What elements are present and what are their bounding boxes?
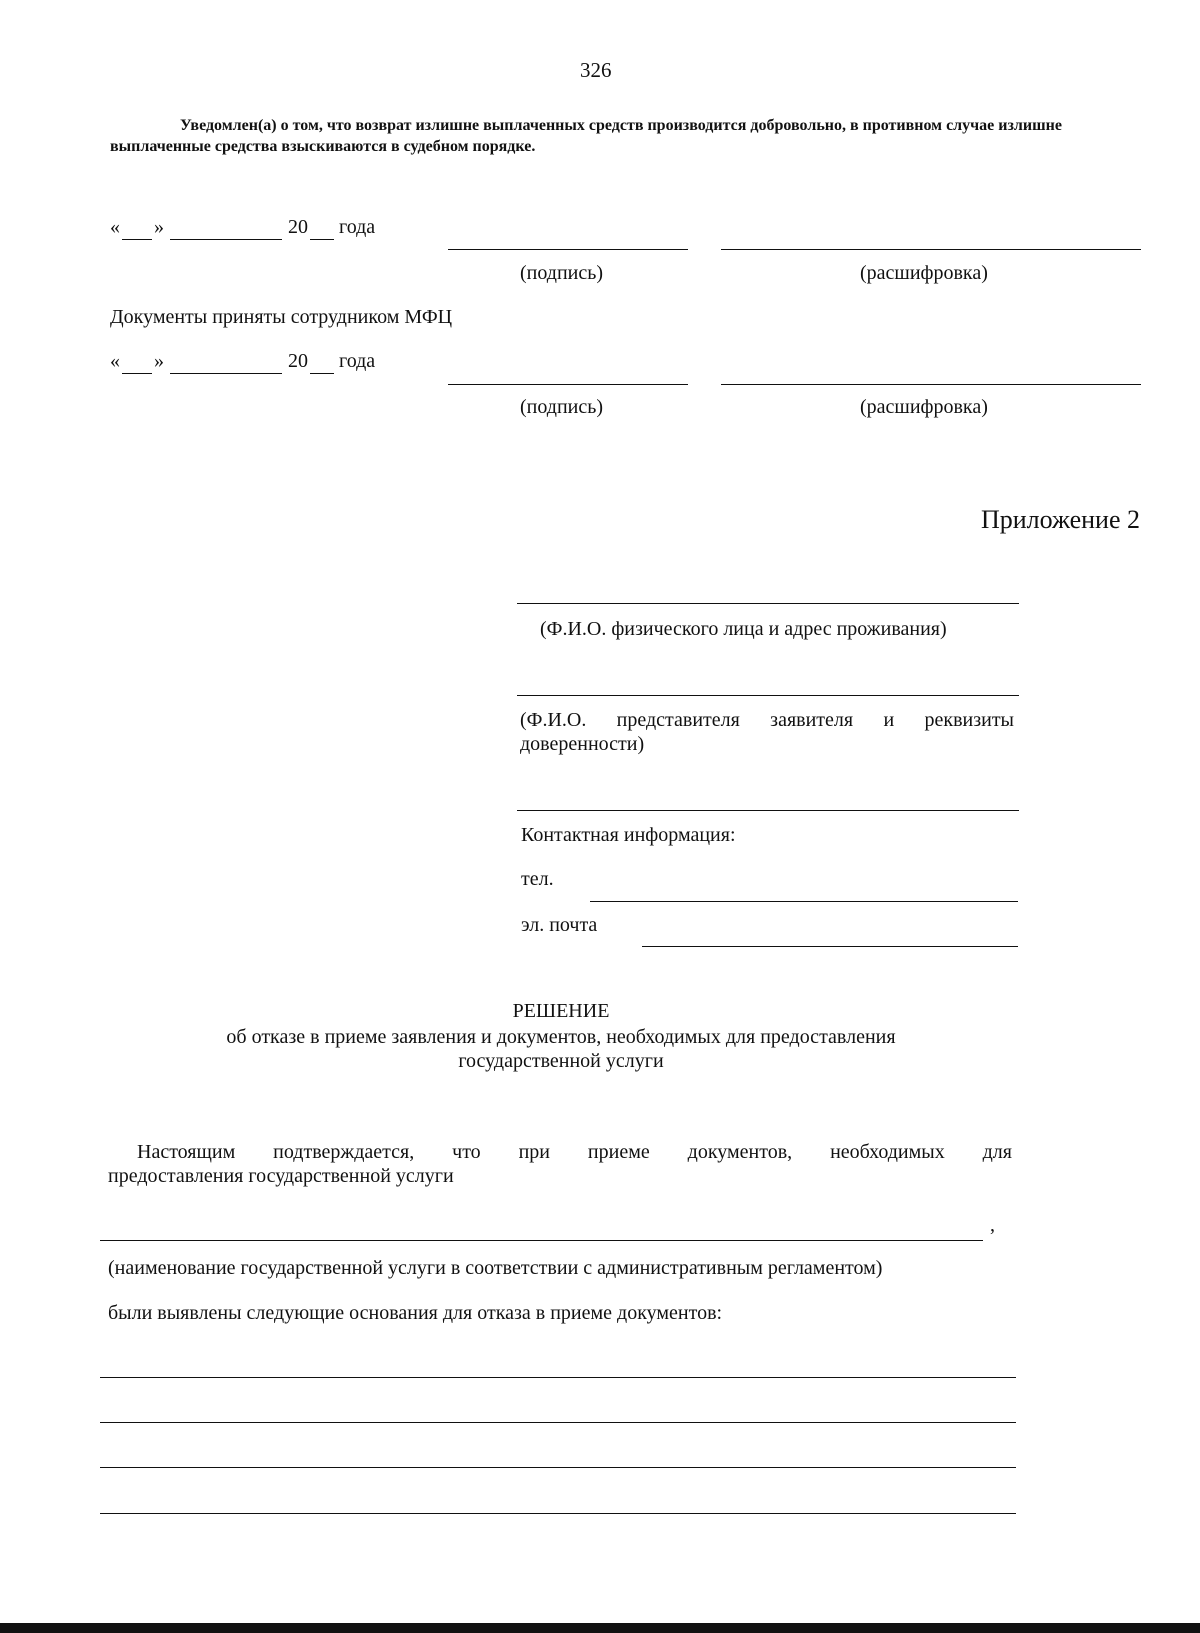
service-comma: , xyxy=(990,1214,995,1236)
date-day-field[interactable] xyxy=(122,239,152,240)
date-year-prefix: 20 xyxy=(288,216,308,238)
service-caption: (наименование государственной услуги в соответствии с административным регламентом) xyxy=(108,1257,883,1279)
extra-field[interactable] xyxy=(517,810,1019,811)
date-month-field[interactable] xyxy=(170,373,282,374)
date-close-quote: » xyxy=(154,216,164,238)
grounds-line-4[interactable] xyxy=(100,1513,1016,1514)
representative-caption-line-1: (Ф.И.О. представителя заявителя и реквизиты xyxy=(520,709,1014,731)
decode-caption: (расшифровка) xyxy=(860,262,988,284)
decode-field[interactable] xyxy=(721,384,1141,385)
scan-edge-bar xyxy=(0,1623,1200,1633)
date-open-quote: « xyxy=(110,350,120,372)
email-field[interactable] xyxy=(642,946,1018,947)
contact-heading: Контактная информация: xyxy=(521,824,736,846)
date-year-prefix: 20 xyxy=(288,350,308,372)
phone-label: тел. xyxy=(521,868,554,890)
decision-body-line-1: Настоящим подтверждается, что при приеме документов, необходимых для xyxy=(137,1141,1012,1163)
signature-field[interactable] xyxy=(448,249,688,250)
notice-line-1: Уведомлен(а) о том, что возврат излишне выплаченных средств производится добровольно, в противном случае излишне xyxy=(180,117,1062,134)
representative-field[interactable] xyxy=(517,695,1019,696)
service-name-field[interactable] xyxy=(100,1240,983,1241)
date-open-quote: « xyxy=(110,216,120,238)
appendix-title: Приложение 2 xyxy=(980,505,1140,534)
notice-line-2: выплаченные средства взыскиваются в судебном порядке. xyxy=(110,138,536,155)
date-day-field[interactable] xyxy=(122,373,152,374)
decision-body-line-2: предоставления государственной услуги xyxy=(108,1165,454,1187)
decision-subtitle-line-1: об отказе в приеме заявления и документов, необходимых для предоставления xyxy=(226,1026,896,1048)
date-close-quote: » xyxy=(154,350,164,372)
page-number: 326 xyxy=(580,58,612,82)
mfc-heading: Документы приняты сотрудником МФЦ xyxy=(110,306,453,328)
signature-field[interactable] xyxy=(448,384,688,385)
fio-caption: (Ф.И.О. физического лица и адрес проживания) xyxy=(540,618,947,640)
decode-caption: (расшифровка) xyxy=(860,396,988,418)
grounds-line-2[interactable] xyxy=(100,1422,1016,1423)
representative-caption-line-2: доверенности) xyxy=(520,733,645,755)
date-year-field[interactable] xyxy=(310,239,334,240)
signature-caption: (подпись) xyxy=(520,396,604,418)
date-year-suffix: года xyxy=(339,350,376,372)
signature-caption: (подпись) xyxy=(520,262,604,284)
date-month-field[interactable] xyxy=(170,239,282,240)
grounds-text: были выявлены следующие основания для отказа в приеме документов: xyxy=(108,1302,723,1324)
date-year-field[interactable] xyxy=(310,373,334,374)
grounds-line-3[interactable] xyxy=(100,1467,1016,1468)
email-label: эл. почта xyxy=(521,914,598,936)
decision-title: РЕШЕНИЕ xyxy=(512,1000,610,1022)
grounds-line-1[interactable] xyxy=(100,1377,1016,1378)
date-year-suffix: года xyxy=(339,216,376,238)
decode-field[interactable] xyxy=(721,249,1141,250)
decision-subtitle-line-2: государственной услуги xyxy=(458,1050,664,1072)
fio-field[interactable] xyxy=(517,603,1019,604)
phone-field[interactable] xyxy=(590,901,1018,902)
